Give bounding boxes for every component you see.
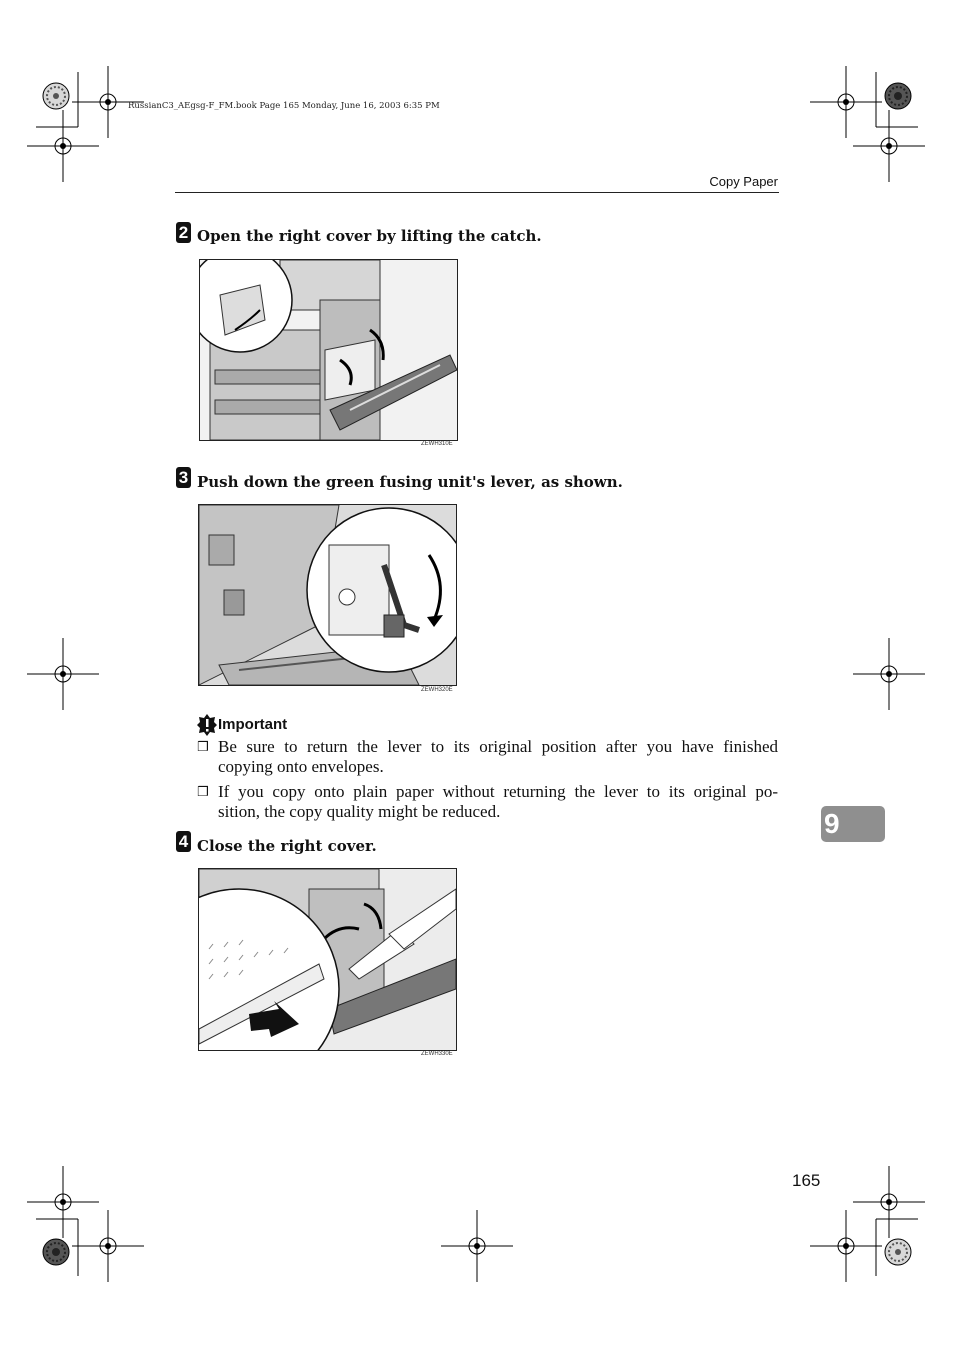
note-line: sition, the copy quality might be reduced. — [218, 802, 501, 821]
figure-code: ZEWH320E — [421, 687, 453, 693]
section-header-title: Copy Paper — [709, 174, 778, 189]
note-line: Be sure to return the lever to its original position after you have finished — [218, 737, 778, 756]
step-instruction: Close the right cover. — [197, 837, 377, 855]
corner-burst-bottom-left — [43, 1239, 69, 1265]
important-note-1 — [218, 737, 778, 777]
important-title: Important — [218, 716, 288, 733]
figure-close-right-cover — [198, 868, 457, 1051]
step-number-badge: 2 — [176, 222, 191, 243]
step-instruction: Push down the green fusing unit's lever, as shown. — [197, 473, 623, 491]
step-instruction: Open the right cover by lifting the catch. — [197, 227, 542, 245]
header-rule — [175, 192, 779, 193]
book-file-info: RussianC3_AEgsg-F_FM.book Page 165 Monday, June 16, 2003 6:35 PM — [128, 101, 440, 111]
corner-burst-top-right — [885, 83, 911, 109]
figure-code: ZEWH330E — [421, 1051, 453, 1057]
step-number-badge: 4 — [176, 831, 191, 852]
corner-burst-top-left — [43, 83, 69, 109]
important-icon — [197, 714, 217, 736]
figure-fusing-unit-lever — [198, 504, 457, 686]
page-number: 165 — [792, 1171, 821, 1190]
figure-code: ZEWH310E — [421, 441, 453, 447]
checkbox-bullet-icon: ❒ — [197, 785, 209, 800]
chapter-number: 9 — [824, 808, 840, 839]
checkbox-bullet-icon: ❒ — [197, 740, 209, 755]
note-line: If you copy onto plain paper without returning the lever to its original po- — [218, 782, 778, 801]
figure-open-right-cover — [199, 259, 458, 441]
step-number-badge: 3 — [176, 467, 191, 488]
important-note-2 — [218, 782, 778, 822]
corner-burst-bottom-right — [885, 1239, 911, 1265]
note-line: copying onto envelopes. — [218, 757, 384, 776]
